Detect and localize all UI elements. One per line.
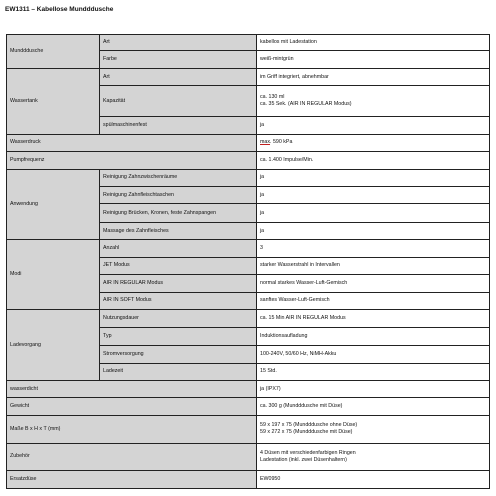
attribute-cell: Typ — [100, 327, 257, 345]
value-cell: ca. 300 g (Mundddusche mit Düse) — [257, 398, 490, 415]
category-cell: Ersatzdüse — [7, 471, 257, 489]
table-row — [7, 240, 490, 257]
table-row — [7, 152, 490, 169]
value-cell: sanftes Wasser-Luft-Gemisch — [257, 292, 490, 309]
value-cell: kabellos mit Ladestation — [257, 35, 490, 51]
table-row — [7, 415, 490, 443]
attribute-cell: Massage des Zahnfleisches — [100, 222, 257, 239]
category-cell: Wassertank — [7, 68, 100, 134]
value-cell: Induktionsaufladung — [257, 327, 490, 345]
value-cell — [257, 415, 490, 443]
category-cell: Zubehör — [7, 443, 257, 471]
attribute-cell: Stromversorgung — [100, 346, 257, 363]
table-row — [7, 68, 490, 85]
attribute-cell: JET Modus — [100, 257, 257, 274]
value-line: 59 x 197 x 75 (Mundddusche ohne Düse) — [260, 422, 358, 429]
value-cell: ja — [257, 117, 490, 134]
document-title: EW1311 – Kabellose Mundddusche — [5, 6, 114, 13]
spec-table — [6, 34, 490, 489]
attribute-cell: Reinigung Zahnzwischenräume — [100, 169, 257, 186]
category-cell: Mundddusche — [7, 35, 100, 69]
value-cell: starker Wasserstrahl in Intervallen — [257, 257, 490, 274]
value-cell — [257, 86, 490, 117]
category-cell: Wasserdruck — [7, 134, 257, 151]
value-cell: im Griff integriert, abnehmbar — [257, 68, 490, 85]
attribute-cell: spülmaschinenfest — [100, 117, 257, 134]
value-cell — [257, 134, 490, 151]
table-row — [7, 134, 490, 151]
table-row — [7, 310, 490, 327]
attribute-cell: Ladezeit — [100, 363, 257, 380]
value-cell: ja — [257, 169, 490, 186]
value-cell: 15 Std. — [257, 363, 490, 380]
category-cell: Pumpfrequenz — [7, 152, 257, 169]
value-cell: weiß-mintgrün — [257, 51, 490, 68]
category-cell: Modi — [7, 240, 100, 310]
value-cell — [257, 443, 490, 471]
attribute-cell: AIR IN SOFT Modus — [100, 292, 257, 309]
table-row — [7, 443, 490, 471]
table-row — [7, 35, 490, 51]
value-cell: ja — [257, 204, 490, 222]
category-cell: Ladevorgang — [7, 310, 100, 381]
attribute-cell: Anzahl — [100, 240, 257, 257]
value-line: ca. 130 ml — [260, 94, 285, 101]
attribute-cell: Kapazität — [100, 86, 257, 117]
value-line: 59 x 272 x 75 (Mundddusche mit Düse) — [260, 429, 353, 436]
value-cell: 3 — [257, 240, 490, 257]
value-cell: EW0950 — [257, 471, 490, 489]
attribute-cell: Art — [100, 68, 257, 85]
attribute-cell: Reinigung Brücken, Kronen, feste Zahnspangen — [100, 204, 257, 222]
table-row — [7, 169, 490, 186]
value-cell: 100-240V, 50/60 Hz, NiMH-Akku — [257, 346, 490, 363]
attribute-cell: Art — [100, 35, 257, 51]
attribute-cell: AIR IN REGULAR Modus — [100, 275, 257, 292]
value-cell: normal starkes Wasser-Luft-Gemisch — [257, 275, 490, 292]
value-cell: ja — [257, 186, 490, 203]
value-cell: ca. 15 Min AIR IN REGULAR Modus — [257, 310, 490, 327]
value-cell: ca. 1.400 Impulse/Min. — [257, 152, 490, 169]
category-cell: wasserdicht — [7, 381, 257, 398]
category-cell: Maße B x H x T (mm) — [7, 415, 257, 443]
category-cell: Anwendung — [7, 169, 100, 240]
value-text: . 590 kPa — [270, 139, 293, 146]
value-cell: ja (IPX7) — [257, 381, 490, 398]
category-cell: Gewicht — [7, 398, 257, 415]
value-line: 4 Düsen mit verschiedenfarbigen Ringen — [260, 449, 356, 456]
attribute-cell: Nutzungsdauer — [100, 310, 257, 327]
table-row — [7, 398, 490, 415]
table-row — [7, 471, 490, 489]
value-cell: ja — [257, 222, 490, 239]
table-row — [7, 381, 490, 398]
value-line: Ladestation (inkl. zwei Düsenhaltern) — [260, 456, 347, 463]
attribute-cell: Reinigung Zahnfleischtaschen — [100, 186, 257, 203]
value-line: ca. 35 Sek. (AIR IN REGULAR Modus) — [260, 101, 352, 108]
underlined-word: max — [260, 139, 271, 146]
attribute-cell: Farbe — [100, 51, 257, 68]
